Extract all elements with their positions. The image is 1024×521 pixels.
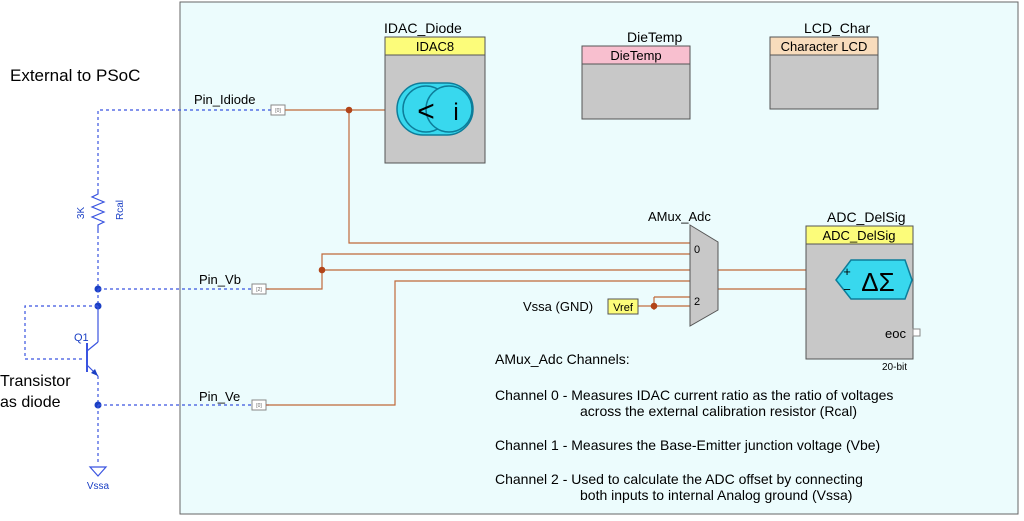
notes-ch2-line1: Channel 2 - Used to calculate the ADC offset by connecting — [495, 471, 863, 487]
vb-junction — [319, 267, 326, 274]
vssa-source-label: Vssa (GND) — [523, 299, 594, 314]
lcd-instance-name: LCD_Char — [804, 20, 871, 36]
ground-label: Vssa — [86, 481, 110, 492]
resistor-symbol — [92, 190, 104, 230]
amux-symbol[interactable] — [690, 225, 718, 326]
dietemp-type: DieTemp — [610, 48, 662, 63]
pin-vb-tag: [2] — [256, 287, 262, 293]
vref-label: Vref — [613, 302, 633, 314]
notes-heading: AMux_Adc Channels: — [495, 351, 630, 367]
notes-ch0-line1: Channel 0 - Measures IDAC current ratio as the ratio of voltages — [495, 387, 894, 403]
lcd-type: Character LCD — [780, 39, 868, 54]
pin-idiode-label: Pin_Idiode — [194, 92, 256, 107]
pin-idiode-tag: [0] — [275, 108, 281, 114]
adc-minus-input: − — [843, 282, 851, 297]
dietemp-instance-name: DieTemp — [627, 29, 683, 45]
amux-ch2-label: 2 — [694, 296, 701, 308]
pin-vb-label: Pin_Vb — [199, 272, 241, 287]
notes-ch2-line2: both inputs to internal Analog ground (Vssa) — [580, 487, 853, 503]
idac-i-icon: i — [453, 99, 459, 126]
pin-ve-tag: [0] — [256, 403, 262, 409]
adc-type: ADC_DelSig — [822, 228, 896, 243]
adc-resolution: 20-bit — [882, 362, 908, 373]
amux-name: AMux_Adc — [648, 209, 711, 224]
idac-instance-name: IDAC_Diode — [384, 20, 462, 36]
lcd-block[interactable] — [770, 55, 878, 109]
transistor-name: Q1 — [74, 332, 89, 344]
notes-ch0-line2: across the external calibration resistor (Rcal) — [580, 403, 857, 419]
notes-ch1-line1: Channel 1 - Measures the Base-Emitter junction voltage (Vbe) — [495, 437, 881, 453]
adc-instance-name: ADC_DelSig — [827, 209, 906, 225]
idiode-junction — [346, 107, 353, 114]
idac-current-source-icon: < — [417, 95, 435, 128]
resistor-value: 3K — [76, 206, 87, 220]
pin-ve-label: Pin_Ve — [199, 389, 241, 404]
adc-plus-input: + — [843, 264, 851, 279]
adc-delta-sigma-icon: ΔΣ — [861, 267, 895, 297]
external-to-psoc-label: External to PSoC — [10, 66, 141, 85]
adc-eoc-label: eoc — [885, 326, 906, 341]
adc-eoc-terminal[interactable] — [913, 329, 920, 336]
amux-ch0-label: 0 — [694, 244, 701, 256]
transistor-caption-line2: as diode — [0, 394, 61, 411]
vref-junction — [651, 303, 658, 310]
transistor-caption-line1: Transistor — [0, 373, 71, 390]
resistor-name: Rcal — [115, 199, 126, 221]
dietemp-block[interactable] — [582, 64, 690, 119]
idac-type: IDAC8 — [415, 39, 455, 54]
ground-icon — [90, 467, 106, 476]
